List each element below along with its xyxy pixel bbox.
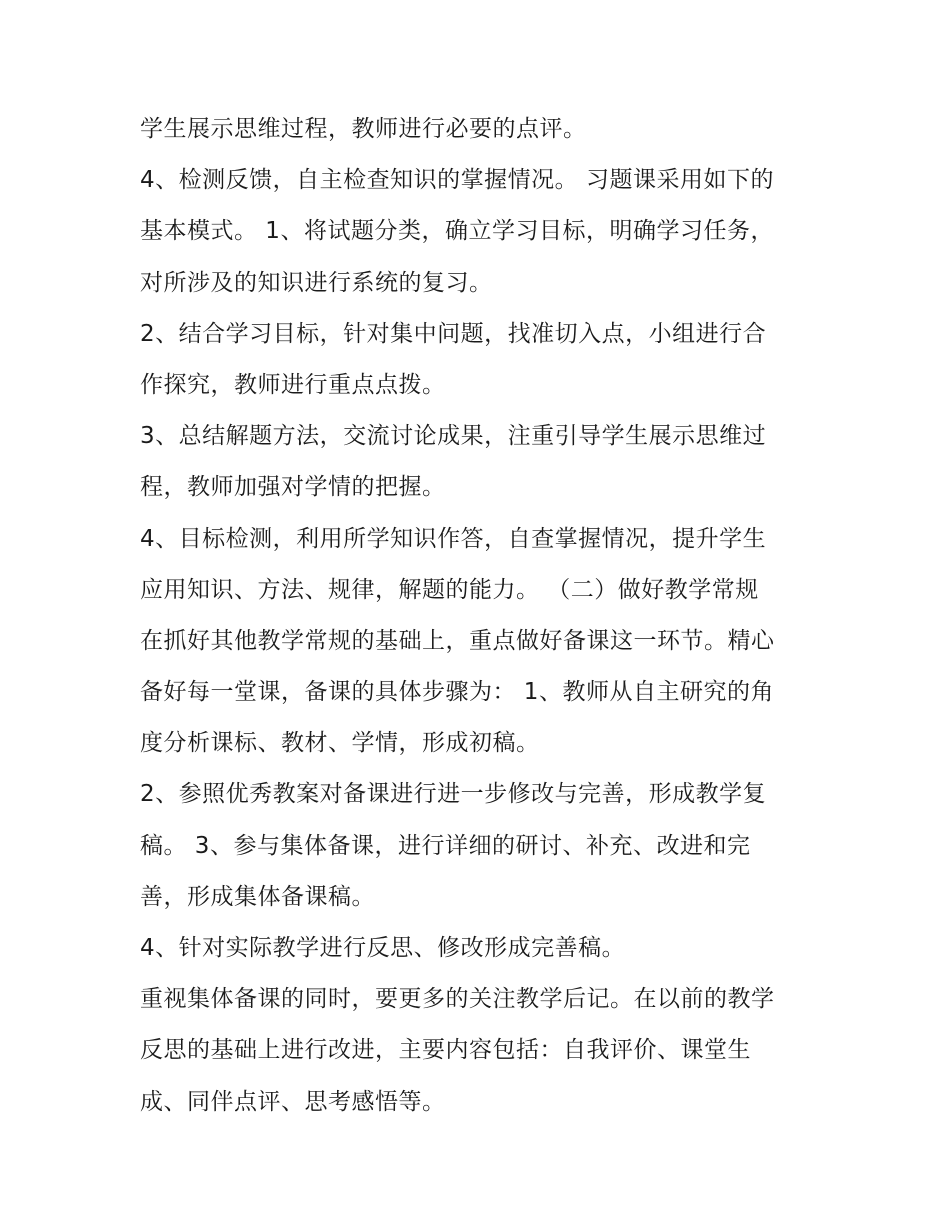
text-line: 4、针对实际教学进行反思、修改形成完善稿。 <box>140 935 626 961</box>
text-line: 学生展示思维过程，教师进行必要的点评。 <box>140 116 587 142</box>
text-line: 稿。 3、参与集体备课，进行详细的研讨、补充、改进和完 <box>140 832 751 859</box>
text-line: 重视集体备课的同时，要更多的关注教学后记。在以前的教学 <box>140 986 775 1013</box>
text-line: 3、总结解题方法，交流讨论成果，注重引导学生展示思维过 <box>140 423 767 450</box>
text-line: 4、检测反馈，自主检查知识的掌握情况。 习题课采用如下的 <box>140 167 774 194</box>
text-line: 作探究，教师进行重点点拨。 <box>140 371 446 398</box>
body-text <box>140 104 820 1128</box>
text-line: 成、同伴点评、思考感悟等。 <box>140 1088 446 1115</box>
text-line: 备好每一堂课，备课的具体步骤为： 1、教师从自主研究的角 <box>140 679 774 706</box>
text-line: 程，教师加强对学情的把握。 <box>140 474 446 501</box>
text-line: 在抓好其他教学常规的基础上，重点做好备课这一环节。精心 <box>140 627 775 654</box>
text-line: 应用知识、方法、规律，解题的能力。 （二）做好教学常规 <box>140 576 759 603</box>
text-line: 反思的基础上进行改进，主要内容包括：自我评价、课堂生 <box>140 1037 751 1064</box>
text-line: 善，形成集体备课稿。 <box>140 883 375 910</box>
text-line: 2、参照优秀教案对备课进行进一步修改与完善，形成教学复 <box>140 781 767 808</box>
text-line: 2、结合学习目标，针对集中问题，找准切入点，小组进行合 <box>140 320 767 347</box>
text-line: 基本模式。 1、将试题分类，确立学习目标，明确学习任务， <box>140 218 774 245</box>
text-line: 4、目标检测，利用所学知识作答，自查掌握情况，提升学生 <box>140 525 767 552</box>
text-line: 度分析课标、教材、学情，形成初稿。 <box>140 730 540 757</box>
text-line: 对所涉及的知识进行系统的复习。 <box>140 269 493 296</box>
